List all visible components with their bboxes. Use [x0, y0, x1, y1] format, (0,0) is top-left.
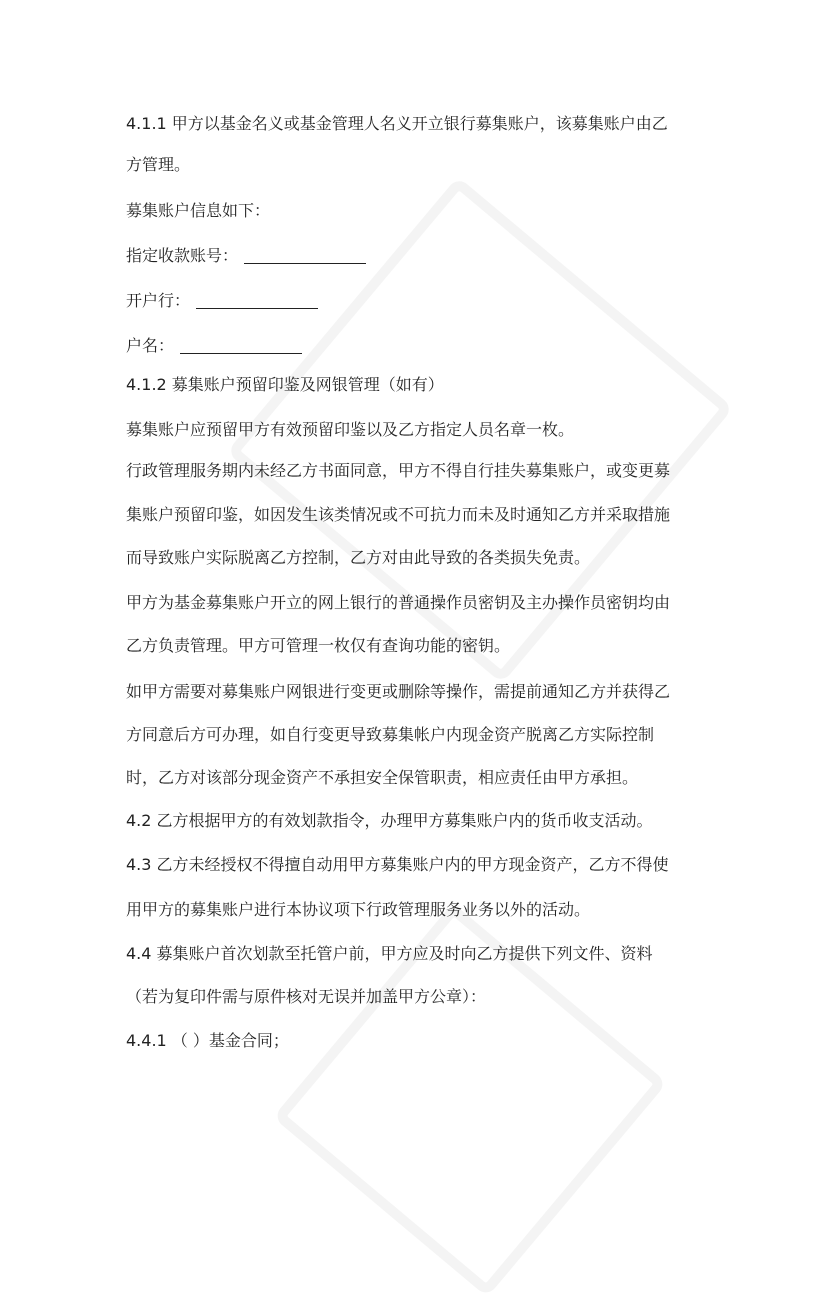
account-number-field — [126, 244, 716, 268]
paragraph-change-line-3: 时，乙方对该部分现金资产不承担安全保管职责，相应责任由甲方承担。 — [126, 768, 639, 787]
bank-field — [126, 289, 716, 313]
clause-4-3-line-2: 用甲方的募集账户进行本协议项下行政管理服务业务以外的活动。 — [126, 900, 591, 919]
account-name-field — [126, 334, 716, 358]
clause-4-1-1-line-1: 4.1.1 甲方以基金名义或基金管理人名义开立银行募集账户，该募集账户由乙 — [126, 114, 668, 133]
account-info-heading: 募集账户信息如下： — [126, 201, 271, 220]
clause-4-2-line-1: 4.2 乙方根据甲方的有效划款指令，办理甲方募集账户内的货币收支活动。 — [126, 811, 653, 830]
clause-4-3-line-1: 4.3 乙方未经授权不得擅自动用甲方募集账户内的甲方现金资产，乙方不得使 — [126, 855, 669, 874]
paragraph-loss-line-2: 集账户预留印鉴，如因发生该类情况或不可抗力而未及时通知乙方并采取措施 — [126, 505, 671, 524]
paragraph-keys-line-1: 甲方为基金募集账户开立的网上银行的普通操作员密钥及主办操作员密钥均由 — [126, 593, 671, 612]
paragraph-change-line-2: 方同意后方可办理，如自行变更导致募集帐户内现金资产脱离乙方实际控制 — [126, 725, 655, 744]
account-number-label: 指定收款账号： — [126, 246, 239, 265]
clause-4-4-line-2: （若为复印件需与原件核对无误并加盖甲方公章）： — [126, 987, 487, 1006]
paragraph-change-line-1: 如甲方需要对募集账户网银进行变更或删除等操作，需提前通知乙方并获得乙 — [126, 682, 671, 701]
paragraph-loss-line-1: 行政管理服务期内未经乙方书面同意，甲方不得自行挂失募集账户，或变更募 — [126, 461, 671, 480]
paragraph-seal-line-1: 募集账户应预留甲方有效预留印鉴以及乙方指定人员名章一枚。 — [126, 420, 575, 439]
clause-4-4-1-line-1: 4.4.1 （ ）基金合同； — [126, 1031, 289, 1050]
clause-4-1-2-heading: 4.1.2 募集账户预留印鉴及网银管理（如有） — [126, 375, 444, 394]
clause-4-1-1-line-2: 方管理。 — [126, 155, 191, 174]
account-number-blank — [244, 247, 366, 264]
account-name-blank — [180, 337, 302, 354]
clause-4-4-line-1: 4.4 募集账户首次划款至托管户前，甲方应及时向乙方提供下列文件、资料 — [126, 944, 653, 963]
paragraph-keys-line-2: 乙方负责管理。甲方可管理一枚仅有查询功能的密钥。 — [126, 636, 511, 655]
account-name-label: 户名： — [126, 336, 175, 355]
bank-blank — [196, 292, 318, 309]
paragraph-loss-line-3: 而导致账户实际脱离乙方控制，乙方对由此导致的各类损失免责。 — [126, 548, 591, 567]
bank-label: 开户行： — [126, 291, 191, 310]
